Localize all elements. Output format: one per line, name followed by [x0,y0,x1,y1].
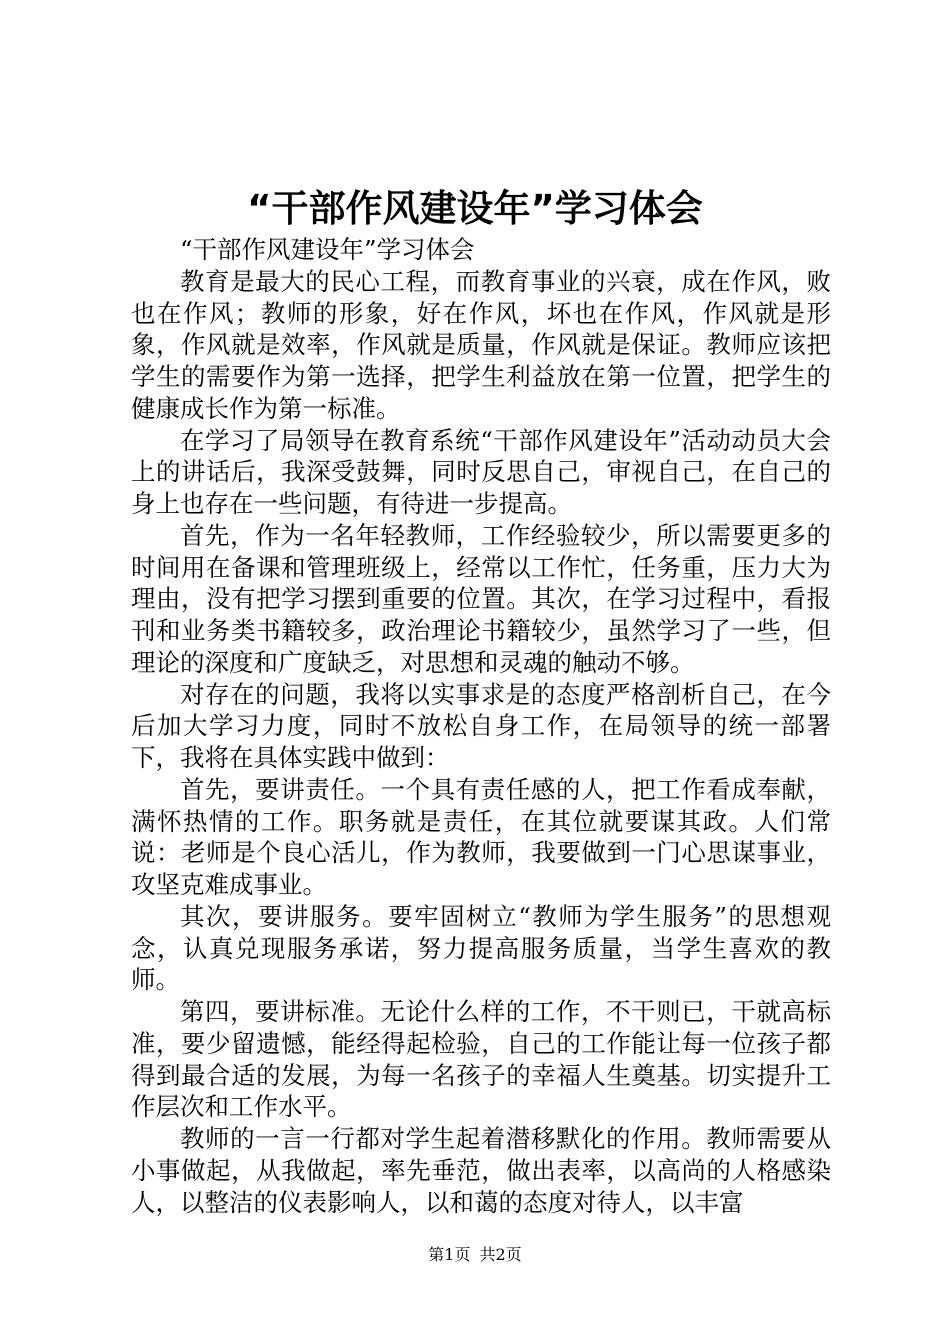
paragraph: 对存在的问题，我将以实事求是的态度严格剖析自己，在今后加大学习力度，同时不放松自身工作，在局领导的统一部署下，我将在具体实践中做到： [131,679,831,772]
document-title: “干部作风建设年”学习体会 [247,187,703,230]
paragraph: 在学习了局领导在教育系统“干部作风建设年”活动动员大会上的讲话后，我深受鼓舞，同时反思自己，审视自己，在自己的身上也存在一些问题，有待进一步提高。 [131,425,831,518]
paragraph: 其次，要讲服务。要牢固树立“教师为学生服务”的思想观念，认真兑现服务承诺，努力提高服务质量，当学生喜欢的教师。 [131,901,831,995]
paragraph: “干部作风建设年”学习体会 [180,235,475,264]
document-body [131,234,831,1218]
page-footer [0,1244,950,1266]
paragraph: 首先，要讲责任。一个具有责任感的人，把工作看成奉献，满怀热情的工作。职务就是责任，在其位就要谋其政。人们常说：老师是个良心活儿，作为教师，我要做到一门心思谋事业，攻坚克难成事业。 [131,774,831,899]
page-total: 共2页 [479,1245,522,1264]
page-number: 第1页 [428,1245,471,1264]
paragraph: 教育是最大的民心工程，而教育事业的兴衰，成在作风，败也在作风；教师的形象，好在作风，坏也在作风，作风就是形象，作风就是效率，作风就是质量，作风就是保证。教师应该把学生的需要作为第一选择，把学生利益放在第一位置，把学生的健康成长作为第一标准。 [131,266,831,423]
paragraph: 第四，要讲标准。无论什么样的工作，不干则已，干就高标准，要少留遗憾，能经得起检验，自己的工作能让每一位孩子都得到最合适的发展，为每一名孩子的幸福人生奠基。切实提升工作层次和工作水平。 [131,997,831,1122]
paragraph: 首先，作为一名年轻教师，工作经验较少，所以需要更多的时间用在备课和管理班级上，经常以工作忙，任务重，压力大为理由，没有把学习摆到重要的位置。其次，在学习过程中，看报刊和业务类书籍较多，政治理论书籍较少，虽然学习了一些，但理论的深度和广度缺乏，对思想和灵魂的触动不够。 [131,520,831,677]
paragraph: 教师的一言一行都对学生起着潜移默化的作用。教师需要从小事做起，从我做起，率先垂范，做出表率，以高尚的人格感染人，以整洁的仪表影响人，以和蔼的态度对待人，以丰富 [131,1124,831,1217]
